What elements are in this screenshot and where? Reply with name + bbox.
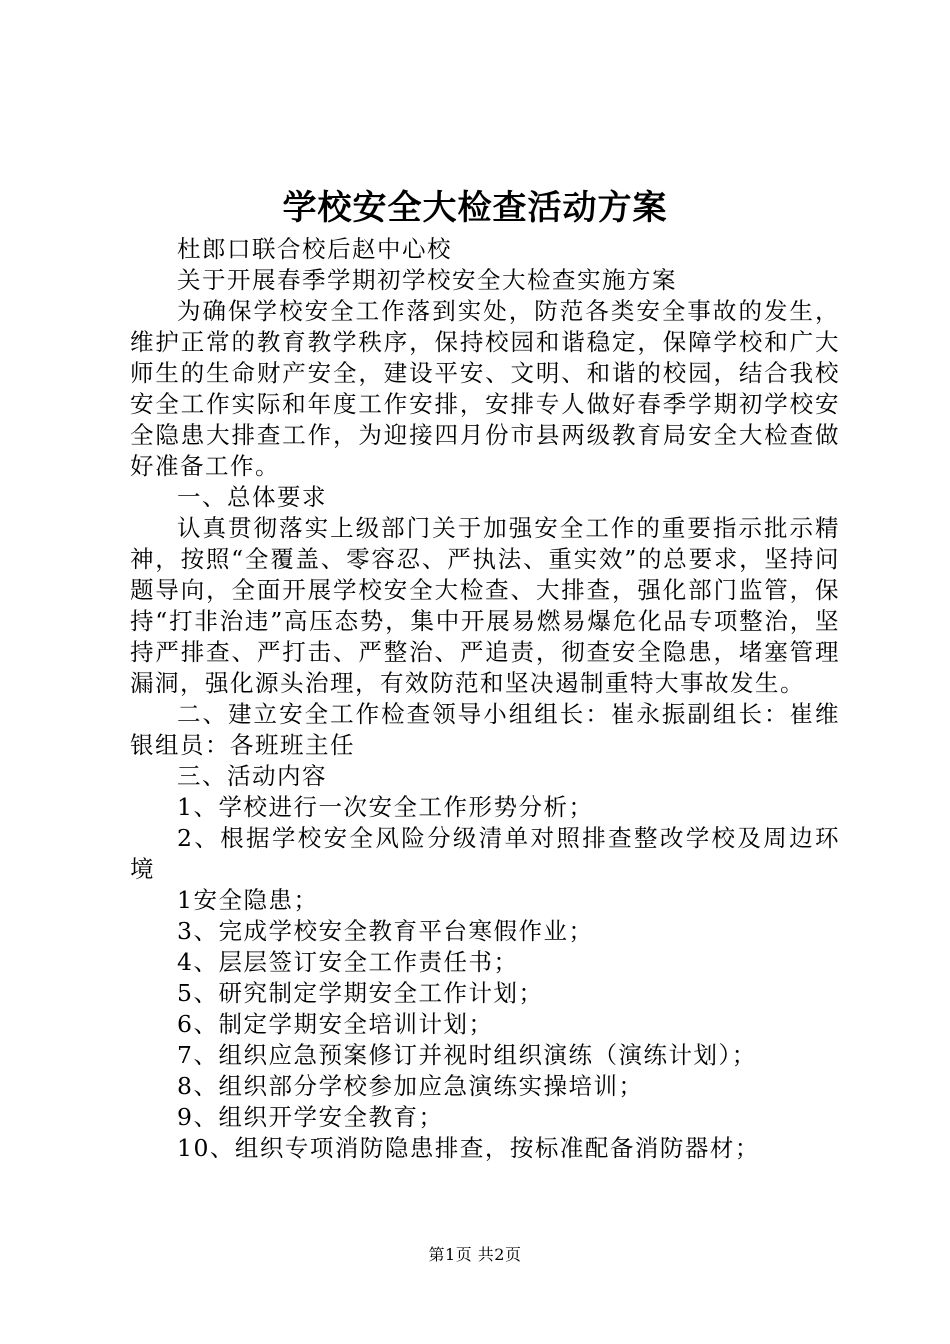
list-item: 1、学校进行一次安全工作形势分析；	[177, 793, 594, 821]
list-item: 9、组织开学安全教育；	[177, 1103, 444, 1131]
intro-paragraph: 为确保学校安全工作落到实处，防范各类安全事故的发生，维护正常的教育教学秩序，保持校园和谐稳定，保障学校和广大师生的生命财产安全，建设平安、文明、和谐的校园，结合我校安全工作实际和年度工作安排，安排专人做好春季学期初学校安全隐患大排查工作，为迎接四月份市县两级教育局安全大检查做好准备工作。	[130, 297, 840, 480]
list-item: 7、组织应急预案修订并视时组织演练（演练计划）；	[177, 1041, 757, 1069]
requirements-paragraph: 认真贯彻落实上级部门关于加强安全工作的重要指示批示精神，按照“全覆盖、零容忍、严执法、重实效”的总要求，坚持问题导向，全面开展学校安全大检查、大排查，强化部门监管，保持“打非治违”高压态势，集中开展易燃易爆危化品专项整治，坚持严排查、严打击、严整治、严追责，彻查安全隐患，堵塞管理漏洞，强化源头治理，有效防范和坚决遏制重特大事故发生。	[130, 514, 840, 697]
list-item: 5、研究制定学期安全工作计划；	[177, 979, 544, 1007]
list-item: 6、制定学期安全培训计划；	[177, 1010, 494, 1038]
section-heading-2: 二、建立安全工作检查领导小组组长：崔永振副组长：崔维银组员：各班班主任	[130, 700, 840, 759]
plan-subtitle: 关于开展春季学期初学校安全大检查实施方案	[177, 266, 677, 294]
list-item: 3、完成学校安全教育平台寒假作业；	[177, 917, 594, 945]
page-number: 第1页 共2页	[428, 1245, 522, 1264]
school-name: 杜郎口联合校后赵中心校	[177, 235, 452, 263]
section-heading-1: 一、总体要求	[177, 483, 327, 511]
document-title: 学校安全大检查活动方案	[282, 188, 668, 228]
section-heading-3: 三、活动内容	[177, 762, 327, 790]
list-item: 10、组织专项消防隐患排查，按标准配备消防器材；	[177, 1134, 760, 1162]
list-item: 8、组织部分学校参加应急演练实操培训；	[177, 1072, 644, 1100]
list-item: 2、根据学校安全风险分级清单对照排查整改学校及周边环境	[130, 824, 840, 883]
list-item: 1安全隐患；	[177, 886, 319, 914]
document-body	[130, 234, 840, 1164]
list-item: 4、层层签订安全工作责任书；	[177, 948, 519, 976]
